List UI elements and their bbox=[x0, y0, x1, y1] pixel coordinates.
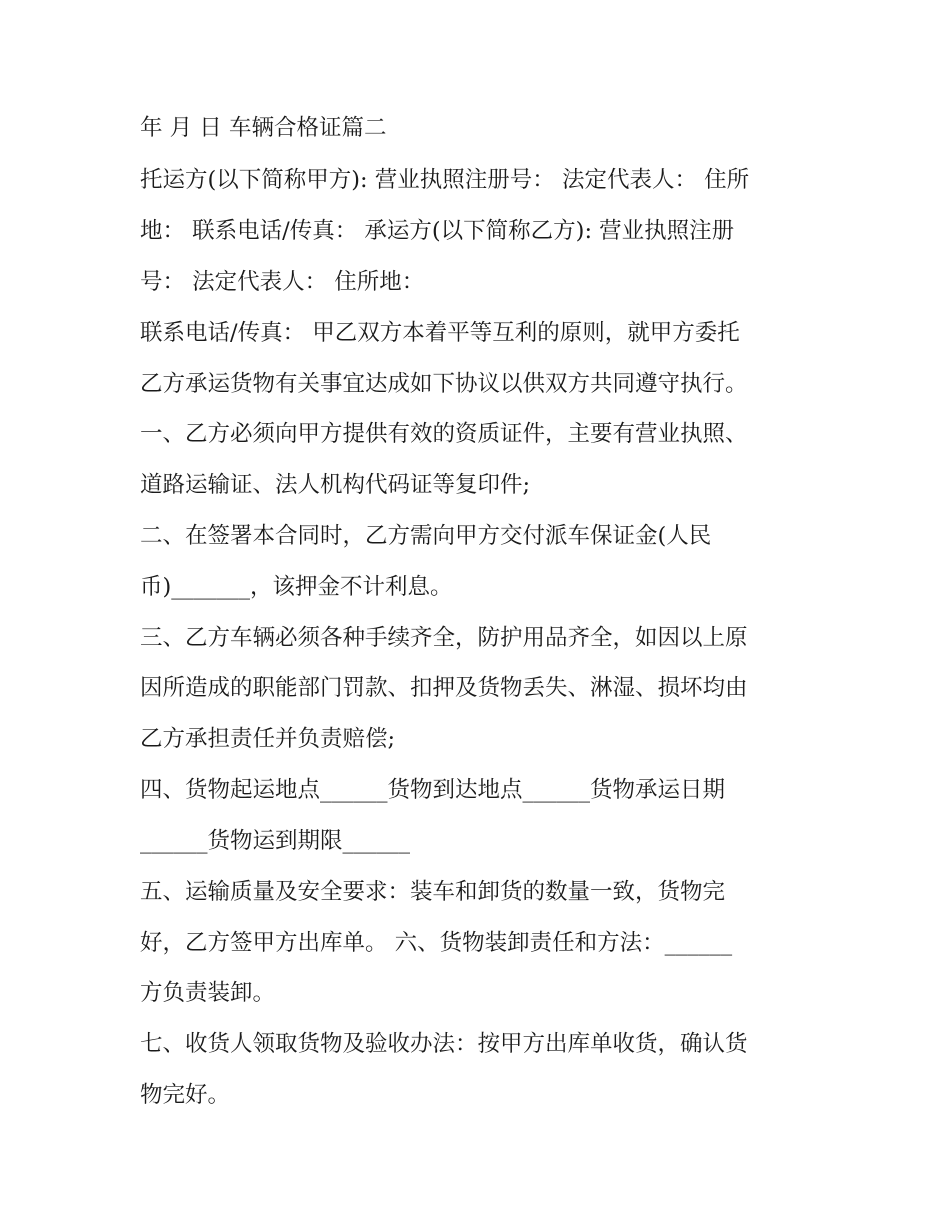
text-line: 乙方承担责任并负责赔偿; bbox=[140, 726, 396, 752]
text-line: 二、在签署本合同时，乙方需向甲方交付派车保证金(人民 bbox=[140, 523, 712, 549]
text-line: 乙方承运货物有关事宜达成如下协议以供双方共同遵守执行。 bbox=[140, 371, 748, 397]
text-line: 托运方(以下简称甲方): 营业执照注册号： 法定代表人： 住所 bbox=[140, 167, 750, 193]
text-line: 好，乙方签甲方出库单。 六、货物装卸责任和方法：______ bbox=[140, 930, 733, 956]
text-line: 号： 法定代表人： 住所地： bbox=[140, 269, 425, 295]
text-line: 方负责装卸。 bbox=[140, 980, 276, 1006]
heading-line: 年 月 日 车辆合格证篇二 bbox=[140, 115, 387, 141]
text-line: 地： 联系电话/传真： 承运方(以下简称乙方): 营业执照注册 bbox=[140, 218, 735, 244]
text-line: 五、运输质量及安全要求：装车和卸货的数量一致，货物完 bbox=[140, 879, 726, 905]
text-line: 七、收货人领取货物及验收办法：按甲方出库单收货，确认货 bbox=[140, 1031, 748, 1057]
text-line: 币)_______，该押金不计利息。 bbox=[140, 574, 453, 600]
text-line: 一、乙方必须向甲方提供有效的资质证件，主要有营业执照、 bbox=[140, 421, 748, 447]
text-line: 三、乙方车辆必须各种手续齐全，防护用品齐全，如因以上原 bbox=[140, 625, 748, 651]
text-line: 四、货物起运地点______货物到达地点______货物承运日期 bbox=[140, 777, 726, 803]
text-line: 道路运输证、法人机构代码证等复印件; bbox=[140, 472, 531, 498]
text-line: ______货物运到期限______ bbox=[140, 828, 411, 854]
text-line: 联系电话/传真： 甲乙双方本着平等互利的原则，就甲方委托 bbox=[140, 320, 740, 346]
text-line: 因所造成的职能部门罚款、扣押及货物丢失、淋湿、损坏均由 bbox=[140, 675, 748, 701]
text-line: 物完好。 bbox=[140, 1082, 231, 1108]
